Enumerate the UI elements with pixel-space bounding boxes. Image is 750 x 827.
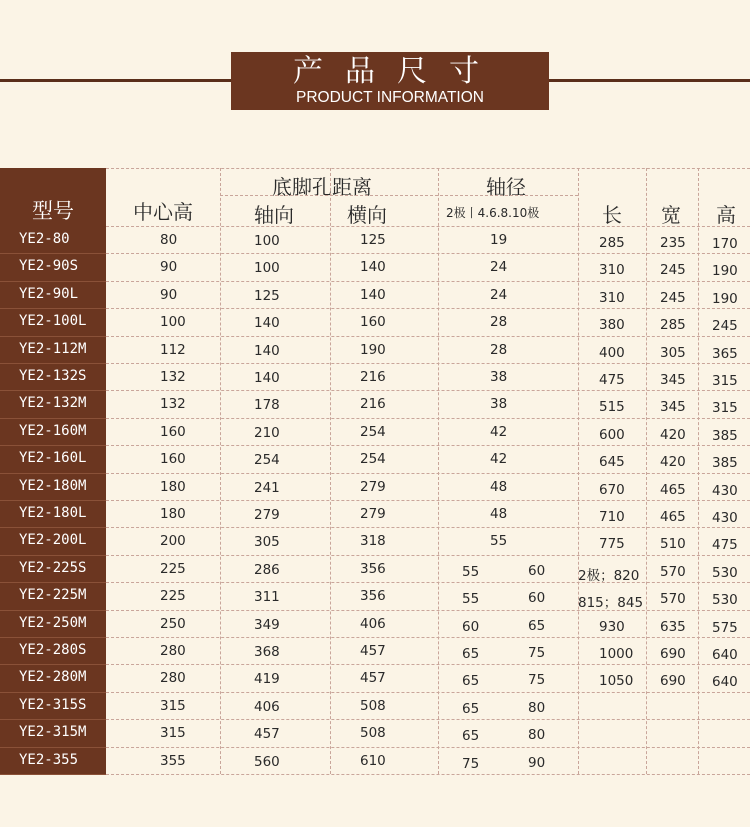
model-cell: YE2-180M <box>19 478 87 494</box>
center-height-cell: 132 <box>160 396 186 412</box>
model-cell: YE2-132S <box>19 368 87 384</box>
center-height-cell: 225 <box>160 561 186 577</box>
width-cell: 465 <box>660 482 686 498</box>
shaft-2pole-cell: 55 <box>462 591 480 607</box>
column-header-lateral: 横向 <box>347 203 387 227</box>
column-subheader-shaft: 2极丨4.6.8.10极 <box>446 206 540 220</box>
lateral-cell: 254 <box>360 424 386 440</box>
lateral-cell: 318 <box>360 533 386 549</box>
model-cell: YE2-100L <box>19 313 87 329</box>
row-rule <box>106 637 750 638</box>
center-height-cell: 315 <box>160 698 186 714</box>
axial-cell: 178 <box>254 397 280 413</box>
model-cell: YE2-90S <box>19 258 79 274</box>
shaft-cell: 48 <box>490 479 508 495</box>
axial-cell: 349 <box>254 617 280 633</box>
shaft-cell: 48 <box>490 506 508 522</box>
center-height-cell: 180 <box>160 479 186 495</box>
width-cell: 570 <box>660 591 686 607</box>
axial-cell: 419 <box>254 671 280 687</box>
length-cell: 1000 <box>599 646 634 662</box>
shaft-cell: 38 <box>490 396 508 412</box>
column-group-shaft: 轴径 <box>486 175 526 199</box>
row-rule <box>106 473 750 474</box>
width-cell: 245 <box>660 262 686 278</box>
column-rule <box>438 168 439 774</box>
model-row-rule <box>0 582 106 583</box>
center-height-cell: 250 <box>160 616 186 632</box>
height-cell: 315 <box>712 400 738 416</box>
column-rule <box>578 168 579 774</box>
width-cell: 345 <box>660 399 686 415</box>
height-cell: 575 <box>712 620 738 636</box>
row-rule <box>106 719 750 720</box>
lateral-cell: 356 <box>360 588 386 604</box>
lateral-cell: 254 <box>360 451 386 467</box>
axial-cell: 140 <box>254 343 280 359</box>
model-row-rule <box>0 774 106 775</box>
row-rule <box>106 445 750 446</box>
model-row-rule <box>0 637 106 638</box>
center-height-cell: 112 <box>160 342 186 358</box>
axial-cell: 286 <box>254 562 280 578</box>
axial-cell: 368 <box>254 644 280 660</box>
column-rule <box>220 168 221 774</box>
column-header-length: 长 <box>602 203 622 227</box>
length-cell: 775 <box>599 536 625 552</box>
width-cell: 420 <box>660 454 686 470</box>
lateral-cell: 356 <box>360 561 386 577</box>
model-cell: YE2-90L <box>19 286 79 302</box>
center-height-cell: 160 <box>160 451 186 467</box>
width-cell: 570 <box>660 564 686 580</box>
shaft-multipole-cell: 80 <box>528 727 546 743</box>
length-cell: 310 <box>599 262 625 278</box>
length-cell: 515 <box>599 399 625 415</box>
lateral-cell: 160 <box>360 314 386 330</box>
length-cell: 475 <box>599 372 625 388</box>
shaft-2pole-cell: 65 <box>462 673 480 689</box>
lateral-cell: 125 <box>360 232 386 248</box>
header-banner <box>231 52 549 110</box>
center-height-cell: 180 <box>160 506 186 522</box>
model-row-rule <box>0 473 106 474</box>
shaft-cell: 19 <box>490 232 508 248</box>
length-cell: 285 <box>599 235 625 251</box>
shaft-multipole-cell: 60 <box>528 563 546 579</box>
lateral-cell: 190 <box>360 342 386 358</box>
axial-cell: 100 <box>254 233 280 249</box>
height-cell: 245 <box>712 318 738 334</box>
header-divider <box>220 195 578 196</box>
lateral-cell: 457 <box>360 643 386 659</box>
length-cell: 645 <box>599 454 625 470</box>
model-row-rule <box>0 445 106 446</box>
column-header-center-height: 中心高 <box>133 200 193 224</box>
lateral-cell: 508 <box>360 725 386 741</box>
axial-cell: 560 <box>254 754 280 770</box>
width-cell: 690 <box>660 646 686 662</box>
shaft-multipole-cell: 75 <box>528 672 546 688</box>
model-row-rule <box>0 253 106 254</box>
shaft-cell: 24 <box>490 287 508 303</box>
shaft-cell: 28 <box>490 314 508 330</box>
row-rule <box>106 281 750 282</box>
length-cell: 815；845 <box>578 595 644 611</box>
length-cell: 930 <box>599 619 625 635</box>
column-rule <box>330 168 331 774</box>
model-row-rule <box>0 664 106 665</box>
column-rule <box>646 168 647 774</box>
model-row-rule <box>0 336 106 337</box>
row-rule <box>106 582 750 583</box>
row-rule <box>106 774 750 775</box>
length-cell: 1050 <box>599 673 634 689</box>
center-height-cell: 225 <box>160 588 186 604</box>
row-rule <box>106 253 750 254</box>
row-rule <box>106 418 750 419</box>
width-cell: 245 <box>660 290 686 306</box>
shaft-cell: 42 <box>490 451 508 467</box>
lateral-cell: 508 <box>360 698 386 714</box>
width-cell: 285 <box>660 317 686 333</box>
model-cell: YE2-355 <box>19 752 79 768</box>
height-cell: 170 <box>712 236 738 252</box>
table-top-rule <box>106 168 750 169</box>
height-cell: 190 <box>712 263 738 279</box>
height-cell: 430 <box>712 510 738 526</box>
model-row-rule <box>0 747 106 748</box>
lateral-cell: 140 <box>360 259 386 275</box>
center-height-cell: 160 <box>160 424 186 440</box>
model-cell: YE2-225M <box>19 587 87 603</box>
height-cell: 385 <box>712 428 738 444</box>
center-height-cell: 100 <box>160 314 186 330</box>
column-header-width: 宽 <box>661 203 681 227</box>
axial-cell: 100 <box>254 260 280 276</box>
axial-cell: 305 <box>254 534 280 550</box>
model-row-rule <box>0 281 106 282</box>
width-cell: 235 <box>660 235 686 251</box>
model-row-rule <box>0 692 106 693</box>
model-cell: YE2-112M <box>19 341 87 357</box>
model-row-rule <box>0 418 106 419</box>
axial-cell: 210 <box>254 425 280 441</box>
shaft-cell: 28 <box>490 342 508 358</box>
shaft-2pole-cell: 60 <box>462 619 480 635</box>
height-cell: 640 <box>712 674 738 690</box>
center-height-cell: 280 <box>160 670 186 686</box>
column-header-height: 高 <box>716 203 736 227</box>
column-group-foot-hole: 底脚孔距离 <box>272 175 372 199</box>
length-cell: 2极；820 <box>578 568 640 584</box>
model-cell: YE2-200L <box>19 532 87 548</box>
model-cell: YE2-180L <box>19 505 87 521</box>
column-header-axial: 轴向 <box>254 203 294 227</box>
center-height-cell: 90 <box>160 259 178 275</box>
model-cell: YE2-280M <box>19 669 87 685</box>
shaft-multipole-cell: 80 <box>528 700 546 716</box>
length-cell: 400 <box>599 345 625 361</box>
axial-cell: 311 <box>254 589 280 605</box>
axial-cell: 279 <box>254 507 280 523</box>
row-rule <box>106 692 750 693</box>
row-rule <box>106 527 750 528</box>
shaft-multipole-cell: 75 <box>528 645 546 661</box>
model-cell: YE2-132M <box>19 395 87 411</box>
shaft-2pole-cell: 75 <box>462 756 480 772</box>
model-cell: YE2-160M <box>19 423 87 439</box>
height-cell: 315 <box>712 373 738 389</box>
height-cell: 475 <box>712 537 738 553</box>
model-row-rule <box>0 527 106 528</box>
length-cell: 310 <box>599 290 625 306</box>
center-height-cell: 315 <box>160 725 186 741</box>
height-cell: 365 <box>712 346 738 362</box>
row-rule <box>106 610 750 611</box>
axial-cell: 140 <box>254 370 280 386</box>
height-cell: 530 <box>712 592 738 608</box>
center-height-cell: 90 <box>160 287 178 303</box>
model-cell: YE2-280S <box>19 642 87 658</box>
length-cell: 670 <box>599 482 625 498</box>
shaft-2pole-cell: 55 <box>462 564 480 580</box>
row-rule <box>106 747 750 748</box>
length-cell: 380 <box>599 317 625 333</box>
column-header-model: 型号 <box>32 199 74 223</box>
width-cell: 345 <box>660 372 686 388</box>
lateral-cell: 406 <box>360 616 386 632</box>
center-height-cell: 80 <box>160 232 178 248</box>
shaft-multipole-cell: 90 <box>528 755 546 771</box>
model-cell: YE2-225S <box>19 560 87 576</box>
header-title-en: PRODUCT INFORMATION <box>295 89 484 106</box>
center-height-cell: 132 <box>160 369 186 385</box>
axial-cell: 125 <box>254 288 280 304</box>
axial-cell: 140 <box>254 315 280 331</box>
height-cell: 385 <box>712 455 738 471</box>
column-rule <box>698 168 699 774</box>
lateral-cell: 279 <box>360 506 386 522</box>
length-cell: 710 <box>599 509 625 525</box>
header-bottom-rule <box>106 226 750 227</box>
row-rule <box>106 363 750 364</box>
model-cell: YE2-315S <box>19 697 87 713</box>
model-row-rule <box>0 719 106 720</box>
lateral-cell: 279 <box>360 479 386 495</box>
row-rule <box>106 500 750 501</box>
model-row-rule <box>0 363 106 364</box>
height-cell: 430 <box>712 483 738 499</box>
model-cell: YE2-315M <box>19 724 87 740</box>
shaft-cell: 55 <box>490 533 508 549</box>
row-rule <box>106 308 750 309</box>
center-height-cell: 280 <box>160 643 186 659</box>
axial-cell: 457 <box>254 726 280 742</box>
lateral-cell: 216 <box>360 396 386 412</box>
length-cell: 600 <box>599 427 625 443</box>
width-cell: 635 <box>660 619 686 635</box>
row-rule <box>106 336 750 337</box>
row-rule <box>106 555 750 556</box>
lateral-cell: 216 <box>360 369 386 385</box>
model-cell: YE2-250M <box>19 615 87 631</box>
height-cell: 530 <box>712 565 738 581</box>
row-rule <box>106 664 750 665</box>
axial-cell: 406 <box>254 699 280 715</box>
width-cell: 305 <box>660 345 686 361</box>
shaft-cell: 24 <box>490 259 508 275</box>
center-height-cell: 200 <box>160 533 186 549</box>
width-cell: 690 <box>660 673 686 689</box>
shaft-2pole-cell: 65 <box>462 728 480 744</box>
model-row-rule <box>0 610 106 611</box>
model-row-rule <box>0 500 106 501</box>
axial-cell: 241 <box>254 480 280 496</box>
model-row-rule <box>0 555 106 556</box>
header-title-cn: 产品尺寸 <box>293 54 501 89</box>
model-row-rule <box>0 390 106 391</box>
shaft-2pole-cell: 65 <box>462 701 480 717</box>
lateral-cell: 140 <box>360 287 386 303</box>
lateral-cell: 610 <box>360 753 386 769</box>
shaft-cell: 42 <box>490 424 508 440</box>
height-cell: 640 <box>712 647 738 663</box>
shaft-2pole-cell: 65 <box>462 646 480 662</box>
model-row-rule <box>0 308 106 309</box>
model-cell: YE2-160L <box>19 450 87 466</box>
height-cell: 190 <box>712 291 738 307</box>
shaft-multipole-cell: 65 <box>528 618 546 634</box>
lateral-cell: 457 <box>360 670 386 686</box>
shaft-cell: 38 <box>490 369 508 385</box>
row-rule <box>106 390 750 391</box>
shaft-multipole-cell: 60 <box>528 590 546 606</box>
center-height-cell: 355 <box>160 753 186 769</box>
model-cell: YE2-80 <box>19 231 70 247</box>
width-cell: 510 <box>660 536 686 552</box>
width-cell: 420 <box>660 427 686 443</box>
axial-cell: 254 <box>254 452 280 468</box>
width-cell: 465 <box>660 509 686 525</box>
